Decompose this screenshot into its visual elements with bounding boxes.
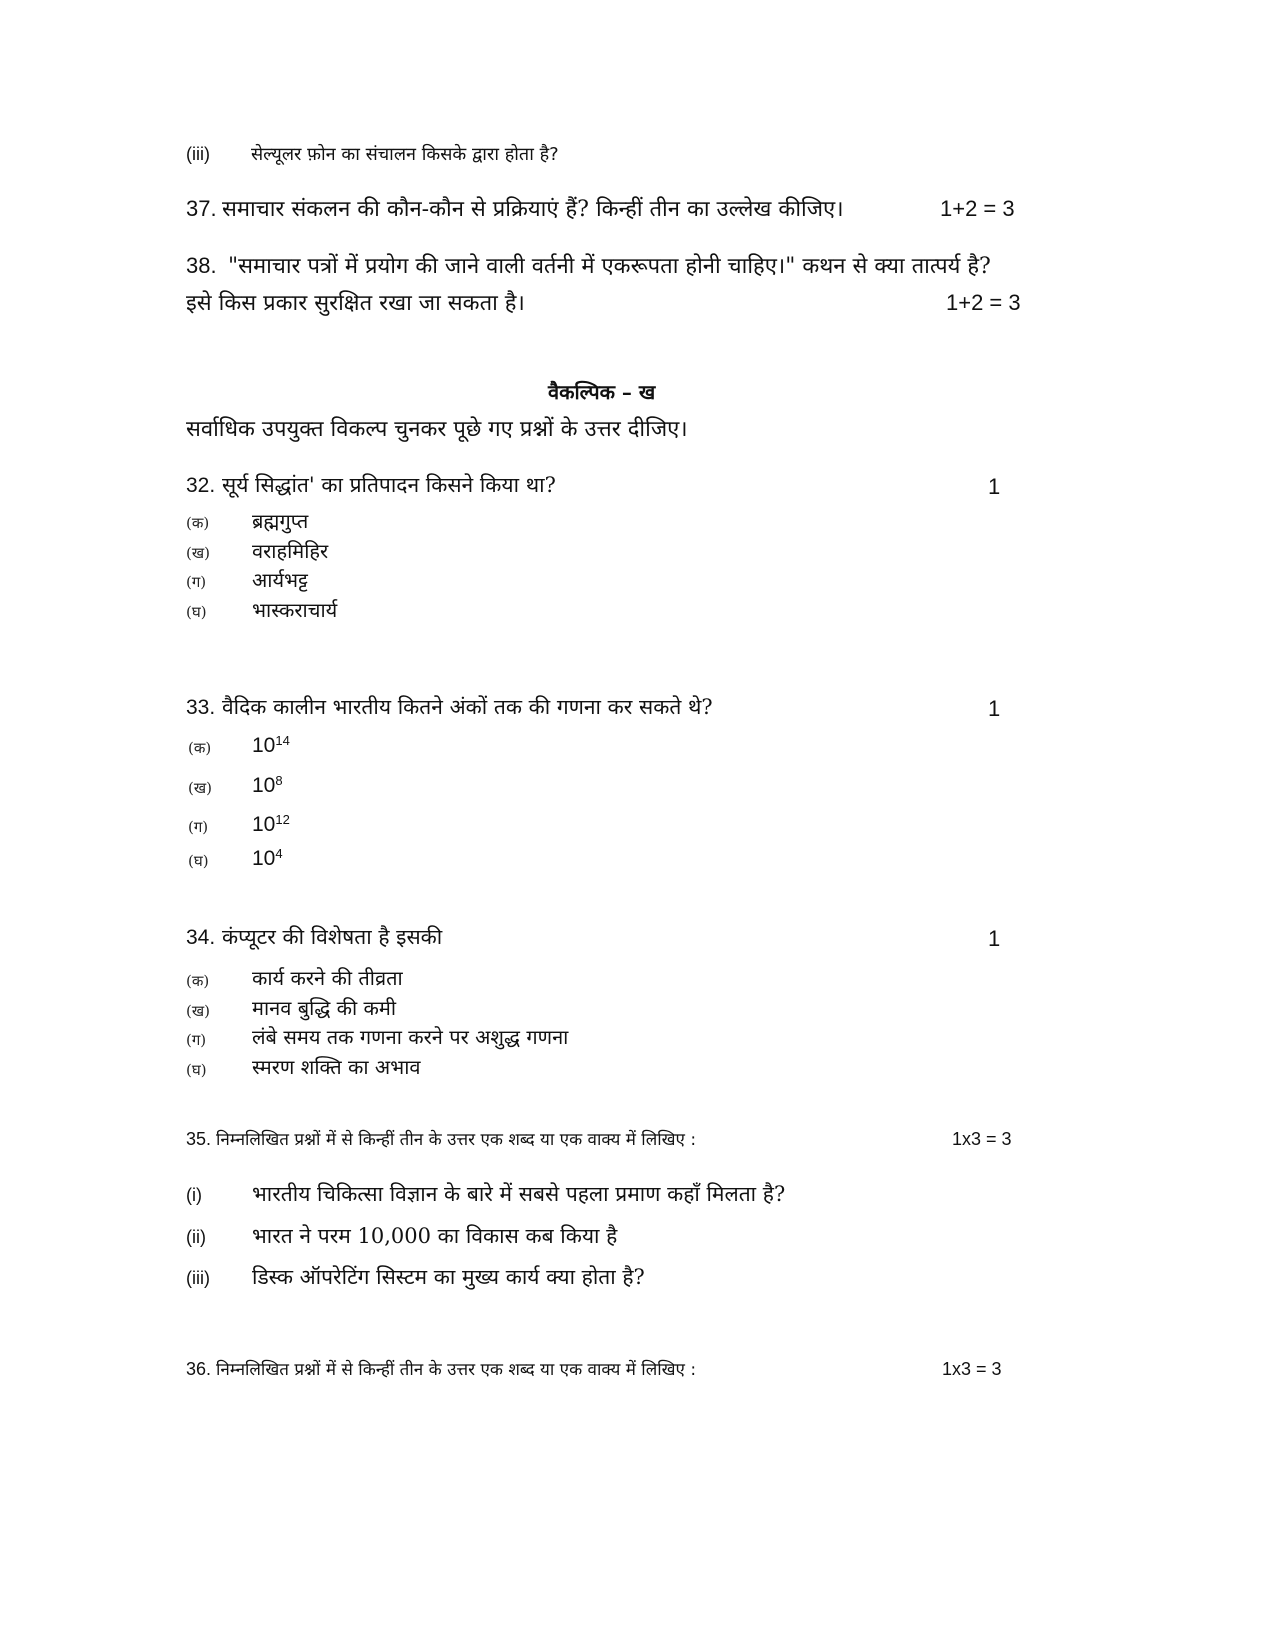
option-value: $10^4$	[252, 845, 283, 870]
option-text: लंबे समय तक गणना करने पर अशुद्ध गणना	[252, 1025, 569, 1049]
item-label: (i)	[186, 1185, 202, 1205]
question-number: 33.	[186, 696, 216, 719]
option-label: (ग)	[188, 818, 209, 836]
question-number: 38.	[186, 253, 217, 278]
option-label: (घ)	[186, 603, 207, 621]
option-text: कार्य करने की तीव्रता	[252, 966, 403, 990]
question-number: 34.	[186, 926, 216, 949]
option-text: स्मरण शक्ति का अभाव	[252, 1055, 421, 1079]
option-value: $10^8$	[252, 772, 283, 797]
option-label: (घ)	[186, 1061, 207, 1079]
option-exponent: 8	[275, 772, 283, 788]
section-instruction: सर्वाधिक उपयुक्त विकल्प चुनकर पूछे गए प्रश्नों के उत्तर दीजिए।	[186, 417, 688, 442]
option-label: (ग)	[186, 573, 207, 591]
section-heading: वैकल्पिक – ख	[548, 380, 656, 404]
question-number: 32.	[186, 474, 216, 497]
question-text: कंप्यूटर की विशेषता है इसकी	[222, 925, 443, 949]
option-label: (ख)	[188, 779, 212, 797]
question-marks: 1	[988, 696, 1001, 721]
option-text: ब्रह्मगुप्त	[252, 509, 309, 533]
option-exponent: 12	[275, 811, 290, 827]
question-marks: 1+2 = 3	[946, 290, 1021, 315]
question-text-line1: "समाचार पत्रों में प्रयोग की जाने वाली वर्तनी में एकरूपता होनी चाहिए।" कथन से क्या तात्पर्य है?	[228, 254, 991, 279]
option-label: (क)	[188, 739, 212, 757]
question-marks: 1+2 = 3	[940, 196, 1015, 221]
question-text: निम्नलिखित प्रश्नों में से किन्हीं तीन के उत्तर एक शब्द या एक वाक्य में लिखिए :	[216, 1130, 697, 1150]
option-label: (घ)	[188, 852, 209, 870]
question-number: 37.	[186, 196, 217, 221]
option-label: (ग)	[186, 1031, 207, 1049]
option-label: (ख)	[186, 544, 210, 562]
option-text: आर्यभट्ट	[252, 568, 308, 592]
question-number: 35.	[186, 1129, 212, 1149]
question-marks: 1x3 = 3	[952, 1129, 1012, 1149]
item-label: (ii)	[186, 1227, 206, 1247]
option-value: $10^{12}$	[252, 811, 290, 836]
option-exponent: 14	[275, 732, 290, 748]
question-text-line2: इसे किस प्रकार सुरक्षित रखा जा सकता है।	[186, 291, 525, 316]
question-marks: 1	[988, 926, 1001, 951]
option-label: (क)	[186, 514, 210, 532]
option-value: $10^{14}$	[252, 732, 290, 757]
question-text: सूर्य सिद्धांत' का प्रतिपादन किसने किया था?	[222, 473, 556, 497]
item-text: डिस्क ऑपरेटिंग सिस्टम का मुख्य कार्य क्या होता है?	[252, 1265, 645, 1289]
option-text: मानव बुद्धि की कमी	[252, 996, 397, 1020]
item-label: (iii)	[186, 1268, 210, 1288]
item-text: भारत ने परम 10,000 का विकास कब किया है	[252, 1224, 618, 1248]
item-text: सेल्यूलर फ़ोन का संचालन किसके द्वारा होता है?	[251, 144, 559, 165]
option-label: (ख)	[186, 1002, 210, 1020]
option-label: (क)	[186, 972, 210, 990]
item-text: भारतीय चिकित्सा विज्ञान के बारे में सबसे पहला प्रमाण कहाँ मिलता है?	[252, 1182, 786, 1206]
question-text: वैदिक कालीन भारतीय कितने अंकों तक की गणना कर सकते थे?	[222, 695, 713, 719]
question-text: निम्नलिखित प्रश्नों में से किन्हीं तीन के उत्तर एक शब्द या एक वाक्य में लिखिए :	[216, 1360, 697, 1380]
item-label: (iii)	[186, 144, 210, 164]
question-marks: 1x3 = 3	[942, 1359, 1002, 1379]
option-text: वराहमिहिर	[252, 539, 329, 563]
question-marks: 1	[988, 474, 1001, 499]
option-exponent: 4	[275, 845, 283, 861]
question-number: 36.	[186, 1359, 212, 1379]
option-text: भास्कराचार्य	[252, 598, 338, 622]
question-text: समाचार संकलन की कौन-कौन से प्रक्रियाएं हैं? किन्हीं तीन का उल्लेख कीजिए।	[222, 197, 844, 222]
